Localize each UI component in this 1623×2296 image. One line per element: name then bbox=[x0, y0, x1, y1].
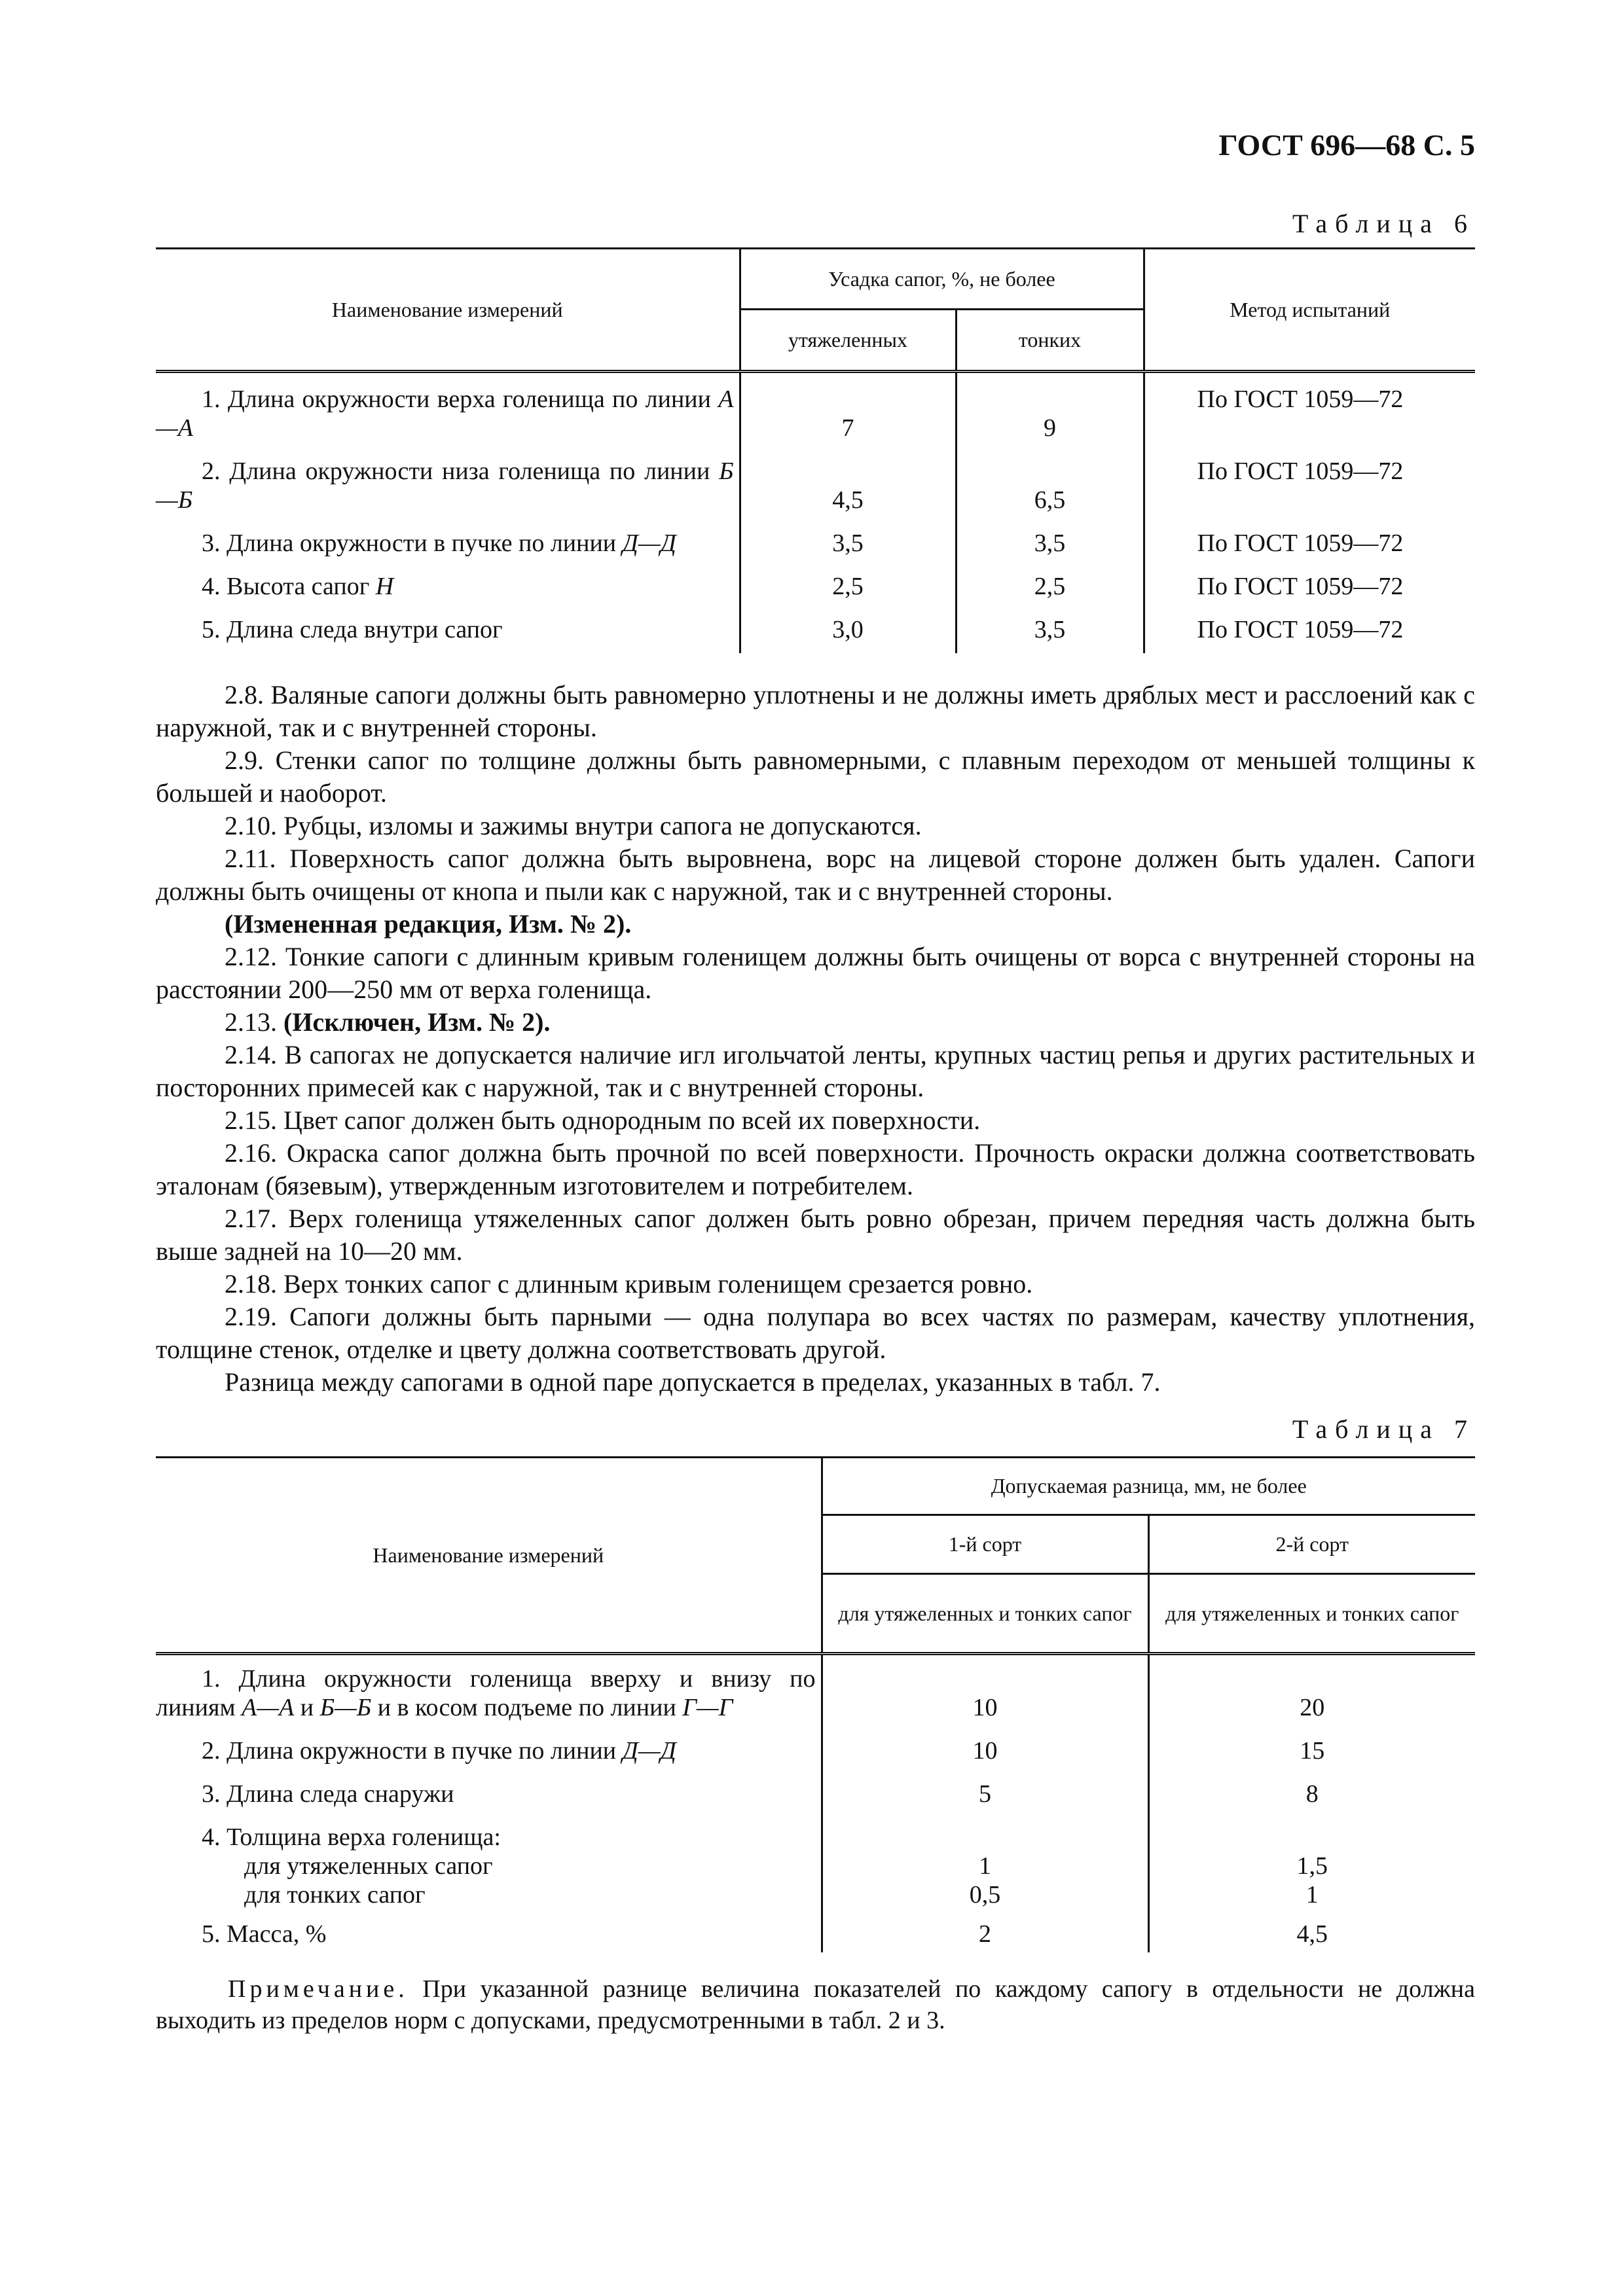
table7-row-name: 1. Длина окружности голенища вверху и внизу по линиям А—А и Б—Б и в косом подъеме по линии Г—Г bbox=[156, 1654, 822, 1723]
table7-header-name: Наименование измерений bbox=[156, 1458, 822, 1654]
table7-header-grade1: 1-й сорт bbox=[822, 1515, 1148, 1574]
table6-cell-heavy: 3,0 bbox=[740, 601, 956, 653]
table-row bbox=[156, 514, 1475, 558]
table6-header-shrink: Усадка сапог, %, не более bbox=[740, 249, 1144, 310]
table-row bbox=[156, 1722, 1475, 1765]
body-text bbox=[156, 679, 1475, 1399]
table-row bbox=[156, 558, 1475, 601]
table7-row-name: 5. Масса, % bbox=[156, 1909, 822, 1952]
table6-header-method: Метод испытаний bbox=[1144, 249, 1475, 372]
table6-row-name: 4. Высота сапог Н bbox=[156, 558, 740, 601]
table6-header-thin: тонких bbox=[956, 310, 1144, 372]
table7-row-name: для тонких сапог bbox=[156, 1880, 822, 1909]
table-row bbox=[156, 601, 1475, 653]
paragraph: 2.14. В сапогах не допускается наличие игл игольчатой ленты, крупных частиц репья и других растительных и посторонних примесей как с наружной, так и с внутренней стороны. bbox=[156, 1040, 1475, 1102]
table7-cell-g1: 1 bbox=[822, 1852, 1148, 1880]
table6-cell-heavy: 4,5 bbox=[740, 442, 956, 514]
table6-cell-method: По ГОСТ 1059—72 bbox=[1197, 616, 1404, 643]
table6-cell-method: По ГОСТ 1059—72 bbox=[1197, 457, 1404, 485]
clause-number: 2.13. bbox=[225, 1007, 277, 1037]
paragraph: 2.17. Верх голенища утяжеленных сапог должен быть ровно обрезан, причем передняя часть должна быть выше задней на 10—20 мм. bbox=[156, 1204, 1475, 1266]
table7-row-name: для утяжеленных сапог bbox=[156, 1852, 822, 1880]
table7-row-name: 2. Длина окружности в пучке по линии Д—Д bbox=[156, 1722, 822, 1765]
note-label: Примечание. bbox=[228, 1975, 409, 2003]
page-header: ГОСТ 696—68 С. 5 bbox=[1218, 128, 1475, 162]
table6 bbox=[156, 247, 1475, 653]
table6-cell-heavy: 3,5 bbox=[740, 514, 956, 558]
table6-row-name: 5. Длина следа внутри сапог bbox=[156, 601, 740, 653]
paragraph: 2.16. Окраска сапог должна быть прочной по всей поверхности. Прочность окраски должна соответствовать эталонам (бязевым), утвержденным изготовителем и потребителем. bbox=[156, 1138, 1475, 1200]
table-row bbox=[156, 442, 1475, 514]
paragraph: Разница между сапогами в одной паре допускается в пределах, указанных в табл. 7. bbox=[225, 1367, 1161, 1397]
note-text: При указанной разнице величина показателей по каждому сапогу в отдельности не должна выходить из пределов норм с допусками, предусмотренными в табл. 2 и 3. bbox=[156, 1975, 1476, 2034]
table7-row-name: 3. Длина следа снаружи bbox=[156, 1765, 822, 1808]
table7-cell-g2: 1 bbox=[1305, 1881, 1319, 1909]
table6-cell-method: По ГОСТ 1059—72 bbox=[1197, 529, 1404, 557]
paragraph: 2.9. Стенки сапог по толщине должны быть равномерными, с плавным переходом от меньшей толщины к большей и наоборот. bbox=[156, 745, 1475, 808]
table6-row-name: 3. Длина окружности в пучке по линии Д—Д bbox=[156, 514, 740, 558]
paragraph: 2.8. Валяные сапоги должны быть равномерно уплотнены и не должны иметь дряблых мест и расслоений как с наружной, так и с внутренней стороны. bbox=[156, 680, 1475, 742]
paragraph: 2.19. Сапоги должны быть парными — одна полупара во всех частях по размерам, качеству уплотнения, толщине стенок, отделке и цвету должна соответствовать другой. bbox=[156, 1302, 1475, 1364]
table7-cell-g1: 0,5 bbox=[822, 1880, 1148, 1909]
table7-header-grade2: 2-й сорт bbox=[1148, 1515, 1475, 1574]
table7-header-sub2: для утяжеленных и тонких сапог bbox=[1148, 1574, 1475, 1654]
table7-cell-g2: 20 bbox=[1300, 1694, 1325, 1721]
excluded-note: (Исключен, Изм. № 2). bbox=[283, 1007, 551, 1037]
footnote bbox=[156, 1973, 1475, 2036]
table6-cell-heavy: 7 bbox=[740, 372, 956, 443]
table-row bbox=[156, 1909, 1475, 1952]
table6-cell-method: По ГОСТ 1059—72 bbox=[1197, 386, 1404, 413]
paragraph: 2.10. Рубцы, изломы и зажимы внутри сапога не допускаются. bbox=[225, 811, 922, 840]
table6-cell-thin: 9 bbox=[956, 372, 1144, 443]
table7-cell-g2: 1,5 bbox=[1296, 1852, 1328, 1880]
table-row bbox=[156, 1852, 1475, 1880]
table6-header-heavy: утяжеленных bbox=[740, 310, 956, 372]
table6-cell-thin: 2,5 bbox=[956, 558, 1144, 601]
table6-row-name: 2. Длина окружности низа голенища по линии Б—Б bbox=[156, 442, 740, 514]
table7-row-name: 4. Толщина верха голенища: bbox=[156, 1808, 822, 1852]
paragraph: 2.12. Тонкие сапоги с длинным кривым голенищем должны быть очищены от ворса с внутренней стороны на расстоянии 200—250 мм от верха голенища. bbox=[156, 942, 1475, 1004]
table7-cell-g1: 10 bbox=[822, 1722, 1148, 1765]
table7-cell-g2: 8 bbox=[1305, 1780, 1319, 1808]
table6-cell-method: По ГОСТ 1059—72 bbox=[1197, 573, 1404, 600]
table7-cell-g1 bbox=[822, 1808, 1148, 1852]
table-row bbox=[156, 1808, 1475, 1852]
table6-cell-thin: 6,5 bbox=[956, 442, 1144, 514]
table7-cell-g2 bbox=[1148, 1808, 1475, 1852]
table-row bbox=[156, 1880, 1475, 1909]
table7-cell-g2: 4,5 bbox=[1296, 1920, 1328, 1948]
table-row bbox=[156, 372, 1475, 443]
table7 bbox=[156, 1456, 1475, 1952]
table6-cell-thin: 3,5 bbox=[956, 601, 1144, 653]
paragraph: 2.15. Цвет сапог должен быть однородным по всей их поверхности. bbox=[225, 1105, 981, 1135]
paragraph: 2.11. Поверхность сапог должна быть выровнена, ворс на лицевой стороне должен быть удален. Сапоги должны быть очищены от кнопа и пыли как с наружной, так и с внутренней стороны. bbox=[156, 844, 1475, 906]
table-row bbox=[156, 1654, 1475, 1723]
table7-cell-g1: 10 bbox=[822, 1654, 1148, 1723]
table7-cell-g1: 5 bbox=[822, 1765, 1148, 1808]
table7-header-diff: Допускаемая разница, мм, не более bbox=[822, 1458, 1475, 1515]
table6-caption: Таблица 6 bbox=[1292, 209, 1475, 238]
table7-cell-g2: 15 bbox=[1300, 1737, 1325, 1765]
paragraph: 2.18. Верх тонких сапог с длинным кривым голенищем срезается ровно. bbox=[225, 1269, 1033, 1299]
table-row bbox=[156, 1765, 1475, 1808]
amendment-note: (Измененная редакция, Изм. № 2). bbox=[225, 909, 632, 939]
table7-header-sub1: для утяжеленных и тонких сапог bbox=[822, 1574, 1148, 1654]
table7-cell-g1: 2 bbox=[822, 1909, 1148, 1952]
paragraph bbox=[156, 1006, 1475, 1039]
table6-row-name: 1. Длина окружности верха голенища по линии А—А bbox=[156, 372, 740, 443]
table6-cell-heavy: 2,5 bbox=[740, 558, 956, 601]
table6-header-name: Наименование измерений bbox=[156, 249, 740, 372]
table7-caption: Таблица 7 bbox=[1292, 1414, 1475, 1444]
table6-cell-thin: 3,5 bbox=[956, 514, 1144, 558]
